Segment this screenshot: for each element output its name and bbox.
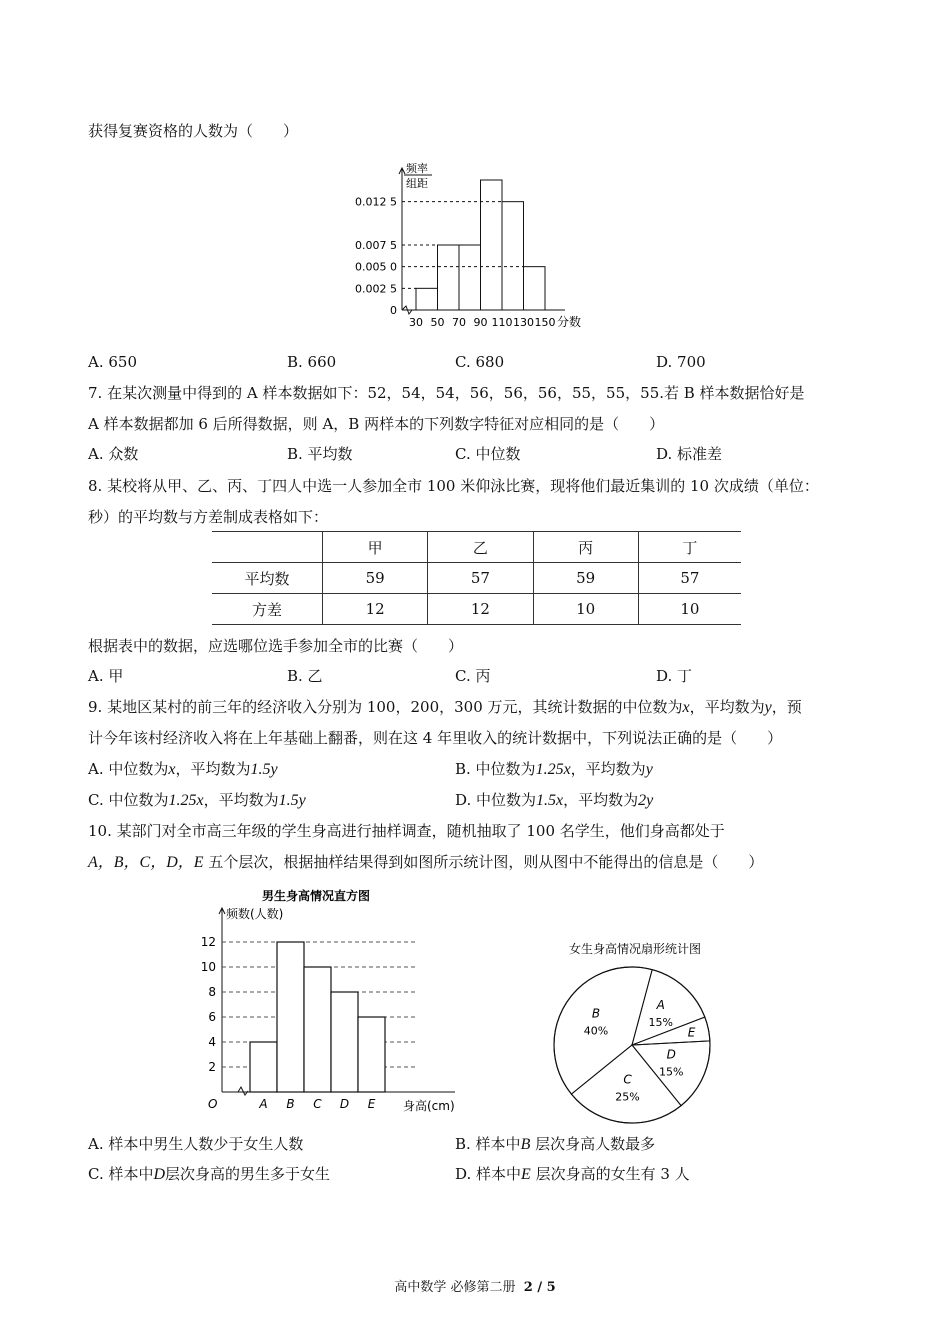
x-tick-label: 150: [534, 316, 556, 329]
y-tick-label: 0.005 0: [355, 260, 397, 274]
q10-pie-chart: [535, 935, 735, 1125]
x-tick-label: 130: [513, 316, 534, 329]
table-cell: 丙: [533, 532, 638, 563]
y-tick-label: 10: [200, 960, 216, 974]
q6-option-c: C. 680: [455, 353, 505, 371]
x-tick-label: C: [313, 1097, 322, 1111]
q10-option-c: C. 样本中D层次身高的男生多于女生: [88, 1165, 331, 1183]
y-tick-label: 0.002 5: [355, 282, 397, 296]
pie-slice-label: B: [591, 1006, 601, 1021]
pie-slice-label: A: [656, 998, 665, 1013]
q10-option-d: D. 样本中E 层次身高的女生有 3 人: [455, 1165, 690, 1183]
bar: [358, 1017, 385, 1092]
table-row: [212, 594, 741, 625]
axis-break: [238, 1087, 248, 1095]
q8-line1: 8. 某校将从甲、乙、丙、丁四人中选一人参加全市 100 米仰泳比赛，现将他们最近集训的 10 次成绩（单位：: [88, 477, 819, 495]
table-cell: 12: [323, 594, 428, 625]
q7-option-a: A. 众数: [88, 445, 139, 463]
q6-stem-end: 获得复赛资格的人数为（ ）: [88, 122, 299, 140]
y-tick-label: 6: [208, 1010, 216, 1024]
pie-slice-percent: 15%: [658, 1065, 684, 1079]
table-cell: 乙: [428, 532, 533, 563]
q7-option-b: B. 平均数: [287, 445, 353, 463]
table-cell: 平均数: [212, 563, 323, 594]
q10-bar-chart: [200, 884, 475, 1114]
bar-chart-title: 男生身高情况直方图: [262, 889, 371, 903]
x-tick-label: E: [367, 1097, 376, 1111]
page-number: 2 / 5: [523, 1280, 556, 1295]
y-tick-label: 2: [208, 1060, 216, 1074]
table-cell: 59: [323, 563, 428, 594]
histogram-bar: [502, 202, 524, 310]
x-tick-label: 30: [409, 316, 423, 329]
y-label-top: 频率: [406, 162, 428, 175]
q7-option-c: C. 中位数: [455, 445, 521, 463]
q10-line1: 10. 某部门对全市高三年级的学生身高进行抽样调查，随机抽取了 100 名学生，他们身高都处于: [88, 822, 725, 840]
table-cell: 丁: [638, 532, 741, 563]
bar: [277, 942, 304, 1092]
q9-option-a: A. 中位数为x，平均数为1.5y: [88, 760, 278, 778]
q9-line2: 计今年该村经济收入将在上年基础上翻番，则在这 4 年里收入的统计数据中，下列说法正确的是（ ）: [88, 729, 783, 747]
histogram-bar: [416, 288, 438, 310]
q9-line1: 9. 某地区某村的前三年的经济收入分别为 100，200，300 万元，其统计数据的中位数为x，平均数为y，预: [88, 698, 802, 716]
y-tick-label: 8: [208, 985, 216, 999]
q6-option-b: B. 660: [287, 353, 337, 371]
table-cell: [212, 532, 323, 563]
y-tick-label: 12: [200, 935, 216, 949]
x-tick-label: D: [339, 1097, 350, 1111]
q8-option-b: B. 乙: [287, 667, 323, 685]
table-header-row: [212, 532, 741, 563]
pie-slice-label: E: [687, 1025, 696, 1040]
q8-line2: 秒）的平均数与方差制成表格如下：: [88, 508, 329, 526]
bar: [304, 967, 331, 1092]
pie-slice-percent: 25%: [615, 1090, 640, 1104]
table-row: [212, 563, 741, 594]
histogram-bar: [524, 267, 546, 310]
q10-line2: A，B，C，D，E 五个层次，根据抽样结果得到如图所示统计图，则从图中不能得出的信息是（ ）: [88, 853, 764, 871]
q7-line2: A 样本数据都加 6 后所得数据，则 A，B 两样本的下列数字特征对应相同的是（ ）: [88, 415, 665, 433]
pie-slice-label: D: [666, 1047, 676, 1062]
q10-option-a: A. 样本中男生人数少于女生人数: [88, 1135, 304, 1153]
origin-label: O: [208, 1097, 218, 1111]
histogram-bar: [459, 245, 481, 310]
x-axis-label: 身高(cm): [403, 1099, 455, 1113]
q6-option-a: A. 650: [88, 353, 137, 371]
x-tick-label: 110: [491, 316, 513, 329]
table-cell: 10: [638, 594, 741, 625]
table-cell: 57: [638, 563, 741, 594]
y-tick-label: 4: [208, 1035, 216, 1049]
q6-option-d: D. 700: [656, 353, 706, 371]
page-footer: 高中数学 必修第二册 2 / 5: [394, 1280, 556, 1295]
q7-line1: 7. 在某次测量中得到的 A 样本数据如下：52，54，54，56，56，56，55，55，55.若 B 样本数据恰好是: [88, 384, 805, 402]
pie-slice-label: C: [623, 1072, 632, 1087]
q7-option-d: D. 标准差: [656, 445, 723, 463]
q8-option-a: A. 甲: [88, 667, 124, 685]
histogram-bar: [438, 245, 460, 310]
x-axis-label: 分数: [557, 315, 582, 329]
y-tick-label: 0.007 5: [355, 239, 397, 252]
q9-option-b: B. 中位数为1.25x，平均数为y: [455, 760, 653, 778]
pie-slice-percent: 15%: [648, 1016, 673, 1030]
q8-option-c: C. 丙: [455, 667, 491, 685]
q8-option-d: D. 丁: [656, 667, 693, 685]
q9-option-d: D. 中位数为1.5x，平均数为2y: [455, 791, 654, 809]
table-cell: 59: [533, 563, 638, 594]
table-cell: 57: [428, 563, 533, 594]
table-cell: 12: [428, 594, 533, 625]
q10-option-b: B. 样本中B 层次身高人数最多: [455, 1135, 656, 1153]
x-tick-label: 70: [452, 316, 466, 329]
x-tick-label: B: [286, 1097, 295, 1111]
bar: [331, 992, 358, 1092]
q6-histogram: [340, 158, 610, 336]
bar: [250, 1042, 277, 1092]
y-label-bottom: 组距: [406, 177, 428, 190]
x-tick-label: 90: [473, 316, 488, 329]
table-cell: 方差: [212, 594, 323, 625]
pie-chart-title: 女生身高情况扇形统计图: [568, 942, 702, 956]
pie-slice-percent: 40%: [583, 1024, 609, 1038]
q9-option-c: C. 中位数为1.25x，平均数为1.5y: [88, 791, 306, 809]
histogram-bar: [481, 180, 503, 310]
q8-line3: 根据表中的数据，应选哪位选手参加全市的比赛（ ）: [88, 637, 464, 655]
q8-table: [212, 531, 741, 625]
x-tick-label: A: [259, 1097, 268, 1111]
table-cell: 甲: [323, 532, 428, 563]
y-axis-label: 频数(人数): [226, 907, 284, 921]
y-tick-label: 0.012 5: [355, 195, 397, 209]
x-tick-label: 50: [430, 316, 445, 329]
table-cell: 10: [533, 594, 638, 625]
y-tick-label: 0: [390, 304, 397, 317]
